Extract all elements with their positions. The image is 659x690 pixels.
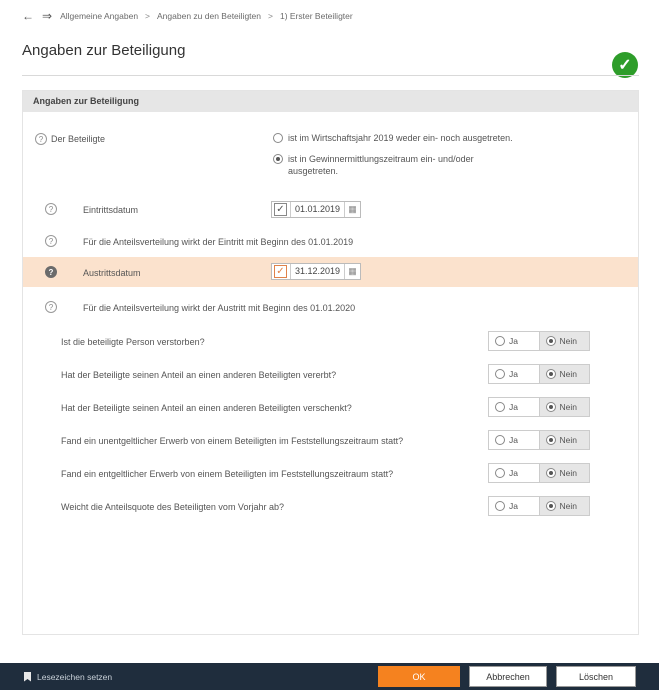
checkmark-icon: ✓ bbox=[612, 52, 638, 78]
radio-nein[interactable] bbox=[546, 336, 556, 346]
row-beteiligte bbox=[23, 131, 638, 181]
breadcrumb-separator: > bbox=[145, 11, 151, 21]
help-icon[interactable]: ? bbox=[35, 133, 47, 145]
option-nein-label: Nein bbox=[559, 501, 577, 511]
eintrittsdatum-label: Eintrittsdatum bbox=[83, 205, 139, 215]
option-ja-label: Ja bbox=[509, 369, 518, 379]
radio-ja[interactable] bbox=[495, 402, 505, 412]
question-row bbox=[23, 364, 638, 386]
option-nein[interactable] bbox=[539, 332, 590, 350]
option-ja[interactable] bbox=[489, 431, 539, 449]
question-text: Fand ein unentgeltlicher Erwerb von einem Beteiligten im Feststellungszeitraum statt? bbox=[61, 436, 404, 446]
bookmark-icon bbox=[24, 672, 31, 682]
option-ja[interactable] bbox=[489, 332, 539, 350]
yes-no-toggle[interactable] bbox=[488, 397, 590, 417]
eintrittsdatum-value[interactable]: 01.01.2019 bbox=[290, 202, 344, 217]
calendar-icon[interactable]: ▦ bbox=[344, 202, 360, 217]
option-nein[interactable] bbox=[539, 431, 590, 449]
calendar-icon[interactable]: ▦ bbox=[344, 264, 360, 279]
option-ja[interactable] bbox=[489, 497, 539, 515]
yes-no-toggle[interactable] bbox=[488, 364, 590, 384]
eintrittsdatum-field[interactable] bbox=[271, 201, 361, 218]
help-icon[interactable]: ? bbox=[45, 203, 57, 215]
row-austritt-note bbox=[23, 299, 638, 315]
option-nein[interactable] bbox=[539, 497, 590, 515]
breadcrumb-item-current: 1) Erster Beteiligter bbox=[279, 11, 353, 21]
option-ja-label: Ja bbox=[509, 336, 518, 346]
austrittsdatum-label: Austrittsdatum bbox=[83, 268, 141, 278]
radio-nein[interactable] bbox=[546, 501, 556, 511]
option-ja[interactable] bbox=[489, 398, 539, 416]
radio-option-not-changed[interactable] bbox=[273, 133, 513, 143]
radio-ja[interactable] bbox=[495, 435, 505, 445]
beteiligte-label: Der Beteiligte bbox=[51, 134, 106, 144]
delete-button[interactable]: Löschen bbox=[556, 666, 636, 687]
footer-bar bbox=[0, 663, 659, 690]
breadcrumb-item-beteiligte[interactable]: Angaben zu den Beteiligten bbox=[157, 11, 261, 21]
question-text: Ist die beteiligte Person verstorben? bbox=[61, 337, 205, 347]
option-ja-label: Ja bbox=[509, 468, 518, 478]
help-icon[interactable]: ? bbox=[45, 235, 57, 247]
row-eintritt-note bbox=[23, 233, 638, 249]
austrittsdatum-checkbox[interactable]: ✓ bbox=[274, 265, 287, 278]
option-ja[interactable] bbox=[489, 464, 539, 482]
austrittsdatum-field[interactable] bbox=[271, 263, 361, 280]
page-title: Angaben zur Beteiligung bbox=[22, 42, 186, 59]
row-austrittsdatum bbox=[23, 257, 638, 287]
option-nein-label: Nein bbox=[559, 336, 577, 346]
austritt-note: Für die Anteilsverteilung wirkt der Austritt mit Beginn des 01.01.2020 bbox=[83, 303, 356, 313]
cancel-button[interactable]: Abbrechen bbox=[469, 666, 547, 687]
back-arrow-icon[interactable]: ← bbox=[22, 9, 34, 23]
question-text: Weicht die Anteilsquote des Beteiligten vom Vorjahr ab? bbox=[61, 502, 284, 512]
bookmark-label: Lesezeichen setzen bbox=[37, 671, 113, 682]
breadcrumb-separator: > bbox=[268, 11, 273, 21]
radio-option-changed[interactable] bbox=[273, 153, 474, 177]
radio-ja[interactable] bbox=[495, 501, 505, 511]
yes-no-toggle[interactable] bbox=[488, 331, 590, 351]
radio-changed-label bbox=[288, 153, 474, 177]
radio-not-changed[interactable] bbox=[273, 133, 283, 143]
breadcrumb-item-allgemein[interactable]: Allgemeine Angaben bbox=[60, 11, 139, 21]
row-eintrittsdatum bbox=[23, 199, 638, 221]
help-icon[interactable]: ? bbox=[45, 266, 57, 278]
austrittsdatum-value[interactable]: 31.12.2019 bbox=[290, 264, 344, 279]
beteiligung-panel bbox=[22, 90, 639, 635]
yes-no-toggle[interactable] bbox=[488, 496, 590, 516]
radio-changed[interactable] bbox=[273, 154, 283, 164]
radio-nein[interactable] bbox=[546, 435, 556, 445]
question-row bbox=[23, 430, 638, 452]
radio-ja[interactable] bbox=[495, 468, 505, 478]
question-row bbox=[23, 496, 638, 518]
option-nein-label: Nein bbox=[559, 402, 577, 412]
panel-header: Angaben zur Beteiligung bbox=[23, 91, 638, 112]
eintritt-note: Für die Anteilsverteilung wirkt der Eintritt mit Beginn des 01.01.2019 bbox=[83, 237, 354, 247]
option-nein[interactable] bbox=[539, 464, 590, 482]
radio-nein[interactable] bbox=[546, 402, 556, 412]
help-icon[interactable]: ? bbox=[45, 301, 57, 313]
option-ja-label: Ja bbox=[509, 402, 518, 412]
question-text: Hat der Beteiligte seinen Anteil an einen anderen Beteiligten verschenkt? bbox=[61, 403, 352, 413]
radio-nein[interactable] bbox=[546, 468, 556, 478]
radio-ja[interactable] bbox=[495, 336, 505, 346]
option-ja-label: Ja bbox=[509, 435, 518, 445]
yes-no-toggle[interactable] bbox=[488, 463, 590, 483]
option-nein[interactable] bbox=[539, 398, 590, 416]
question-row bbox=[23, 397, 638, 419]
bookmark-button[interactable] bbox=[24, 672, 112, 682]
question-row bbox=[23, 463, 638, 485]
option-nein-label: Nein bbox=[559, 468, 577, 478]
yes-no-toggle[interactable] bbox=[488, 430, 590, 450]
ok-button[interactable]: OK bbox=[378, 666, 460, 687]
option-ja[interactable] bbox=[489, 365, 539, 383]
eintrittsdatum-checkbox[interactable]: ✓ bbox=[274, 203, 287, 216]
breadcrumb bbox=[0, 0, 659, 32]
option-ja-label: Ja bbox=[509, 501, 518, 511]
question-text: Hat der Beteiligte seinen Anteil an einen anderen Beteiligten vererbt? bbox=[61, 370, 337, 380]
option-nein-label: Nein bbox=[559, 369, 577, 379]
radio-ja[interactable] bbox=[495, 369, 505, 379]
radio-not-changed-label: ist im Wirtschaftsjahr 2019 weder ein- noch ausgetreten. bbox=[288, 133, 513, 143]
radio-changed-label-line2: ausgetreten. bbox=[288, 166, 339, 176]
option-nein[interactable] bbox=[539, 365, 590, 383]
question-text: Fand ein entgeltlicher Erwerb von einem Beteiligten im Feststellungszeitraum statt? bbox=[61, 469, 394, 479]
header-divider bbox=[22, 75, 639, 76]
forward-arrow-icon[interactable]: ⇒ bbox=[42, 9, 53, 23]
question-row bbox=[23, 331, 638, 353]
option-nein-label: Nein bbox=[559, 435, 577, 445]
radio-nein[interactable] bbox=[546, 369, 556, 379]
radio-changed-label-line1: ist in Gewinnermittlungszeitraum ein- und/oder bbox=[288, 154, 474, 164]
